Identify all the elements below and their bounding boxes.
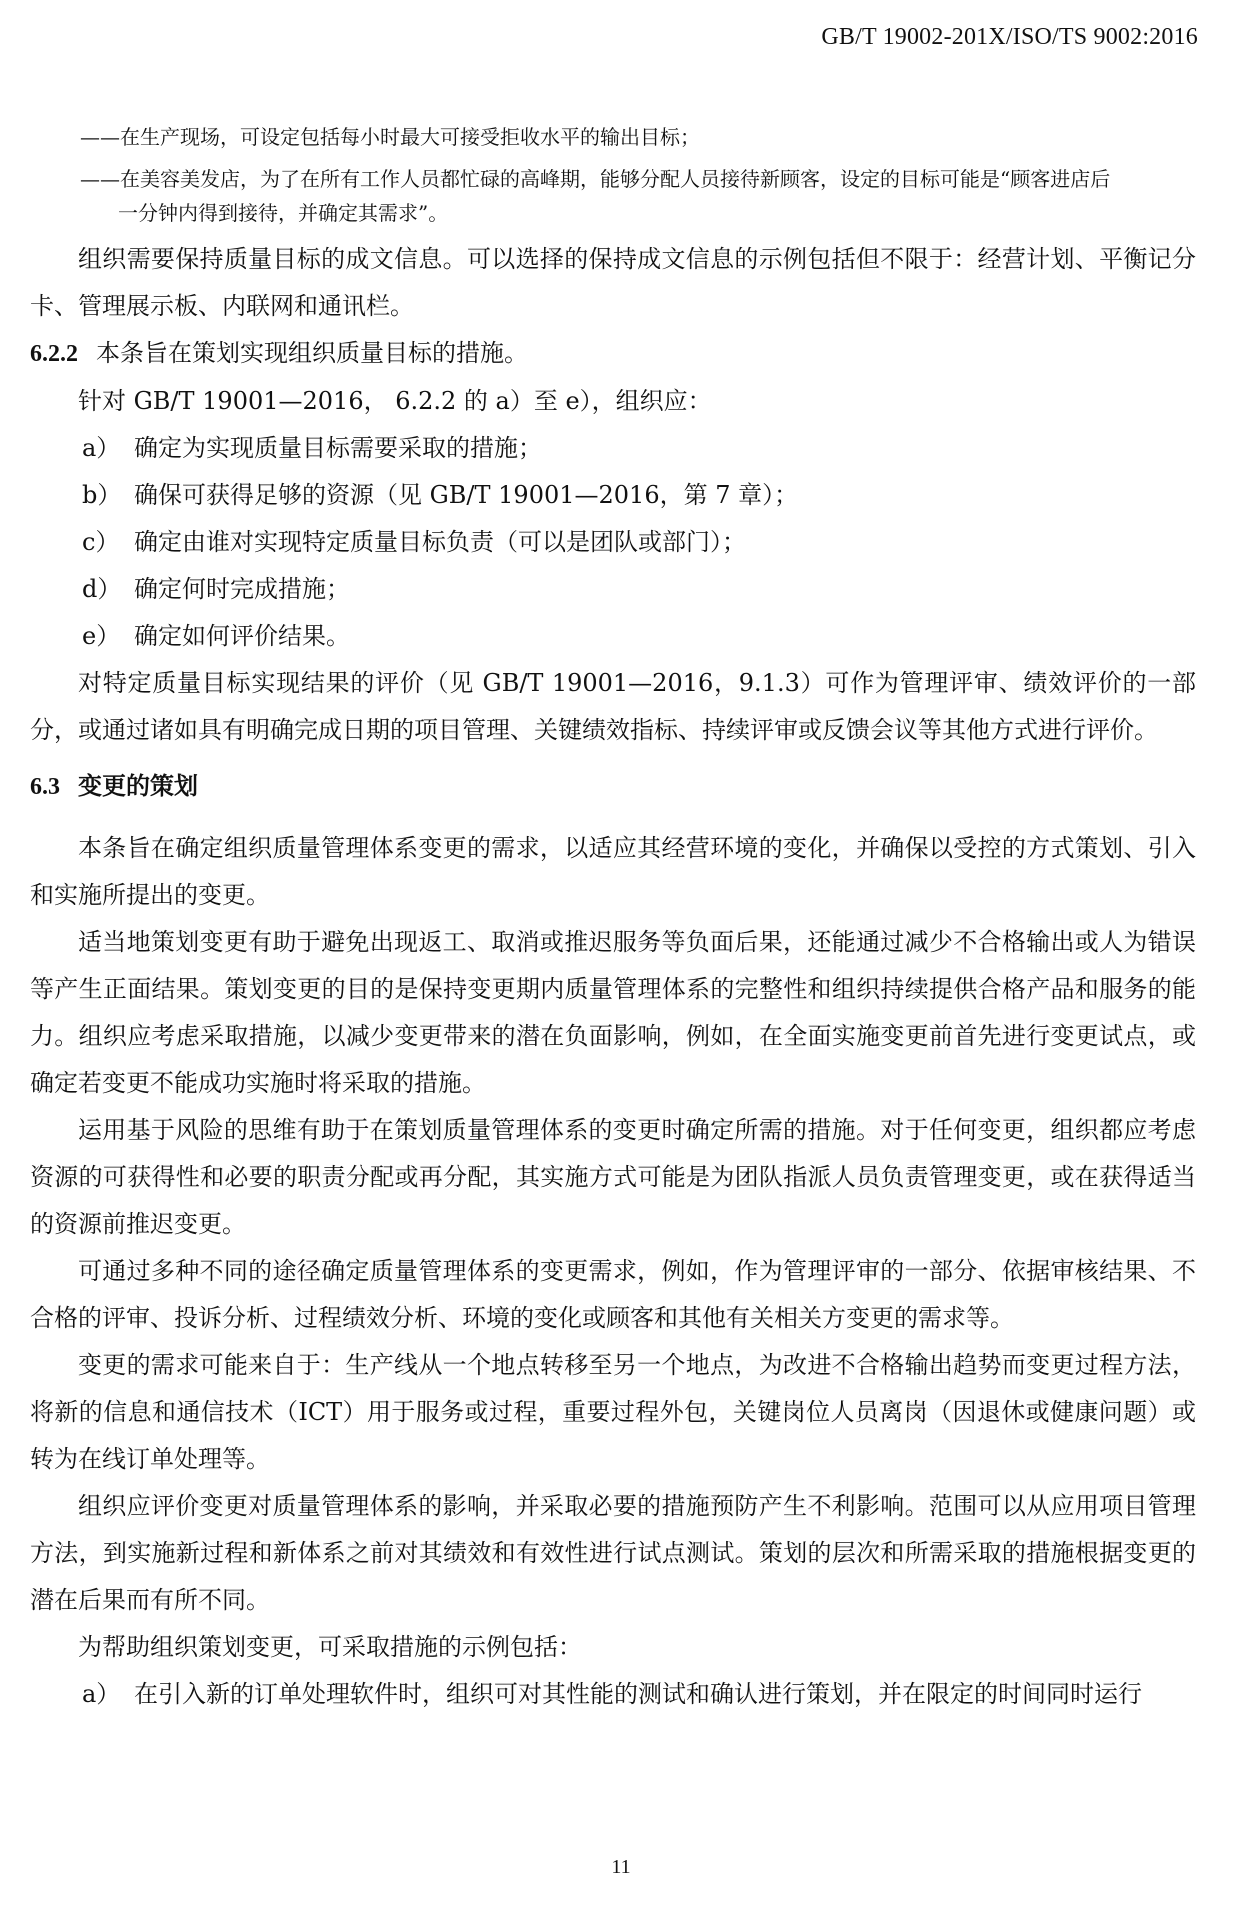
clause-number: 6.2.2 [30, 341, 78, 367]
paragraph-organization-shall: 针对 GB/T 19001—2016， 6.2.2 的 a）至 e），组织应： [78, 387, 712, 415]
dash-item-salon-continued: 一分钟内得到接待，并确定其需求”。 [118, 201, 449, 225]
section-number: 6.3 [30, 774, 60, 800]
list-item: e） 确定如何评价结果。 [82, 622, 350, 650]
paragraph-evaluation: 对特定质量目标实现结果的评价（见 GB/T 19001—2016，9.1.3）可作为管理评审、绩效评价的一部分，或通过诸如具有明确完成日期的项目管理、关键绩效指标、持续评审或反馈会议等其他方式进行评价。 [30, 669, 1196, 744]
page-content [30, 120, 1196, 1718]
dash-item-production: ——在生产现场，可设定包括每小时最大可接受拒收水平的输出目标； [80, 125, 700, 149]
paragraph-change-impact: 组织应评价变更对质量管理体系的影响，并采取必要的措施预防产生不利影响。范围可以从应用项目管理方法，到实施新过程和新体系之前对其绩效和有效性进行试点测试。策划的层次和所需采取的措施根据变更的潜在后果而有所不同。 [30, 1492, 1196, 1614]
list-item: d） 确定何时完成措施； [82, 575, 350, 603]
paragraph-change-sources: 变更的需求可能来自于：生产线从一个地点转移至另一个地点，为改进不合格输出趋势而变更过程方法，将新的信息和通信技术（ICT）用于服务或过程，重要过程外包，关键岗位人员离岗（因退休或健康问题）或转为在线订单处理等。 [30, 1351, 1196, 1473]
paragraph-change-planning: 适当地策划变更有助于避免出现返工、取消或推迟服务等负面后果，还能通过减少不合格输出或人为错误等产生正面结果。策划变更的目的是保持变更期内质量管理体系的完整性和组织持续提供合格产品和服务的能力。组织应考虑采取措施，以减少变更带来的潜在负面影响，例如，在全面实施变更前首先进行变更试点，或确定若变更不能成功实施时将采取的措施。 [30, 928, 1196, 1097]
list-item: a） 在引入新的订单处理软件时，组织可对其性能的测试和确认进行策划，并在限定的时间同时运行 [82, 1680, 1142, 1708]
section-heading-6-3 [30, 762, 1196, 811]
page-number: 11 [611, 1856, 631, 1878]
document-code: GB/T 19002-201X/ISO/TS 9002:2016 [821, 24, 1198, 50]
list-6-2-2 [30, 425, 1196, 660]
list-6-3 [30, 1671, 1196, 1718]
list-item: a） 确定为实现质量目标需要采取的措施； [82, 434, 542, 462]
dash-item-salon: ——在美容美发店，为了在所有工作人员都忙碌的高峰期，能够分配人员接待新顾客，设定的目标可能是“顾客进店后 [80, 167, 1111, 191]
list-item: b） 确保可获得足够的资源（见 GB/T 19001—2016，第 7 章）； [82, 481, 799, 509]
section-title: 变更的策划 [78, 771, 198, 800]
clause-text: 本条旨在策划实现组织质量目标的措施。 [96, 339, 528, 367]
paragraph-change-needs: 可通过多种不同的途径确定质量管理体系的变更需求，例如，作为管理评审的一部分、依据审核结果、不合格的评审、投诉分析、过程绩效分析、环境的变化或顾客和其他有关相关方变更的需求等。 [30, 1257, 1196, 1332]
paragraph-risk-thinking: 运用基于风险的思维有助于在策划质量管理体系的变更时确定所需的措施。对于任何变更，组织都应考虑资源的可获得性和必要的职责分配或再分配，其实施方式可能是为团队指派人员负责管理变更，或在获得适当的资源前推迟变更。 [30, 1116, 1196, 1238]
paragraph-change-purpose: 本条旨在确定组织质量管理体系变更的需求，以适应其经营环境的变化，并确保以受控的方式策划、引入和实施所提出的变更。 [30, 834, 1196, 909]
list-item: c） 确定由谁对实现特定质量目标负责（可以是团队或部门）； [82, 528, 746, 556]
paragraph-documented-info: 组织需要保持质量目标的成文信息。可以选择的保持成文信息的示例包括但不限于：经营计划、平衡记分卡、管理展示板、内联网和通讯栏。 [30, 245, 1196, 320]
paragraph-examples-intro: 为帮助组织策划变更，可采取措施的示例包括： [78, 1633, 582, 1661]
clause-6-2-2 [30, 330, 1196, 378]
